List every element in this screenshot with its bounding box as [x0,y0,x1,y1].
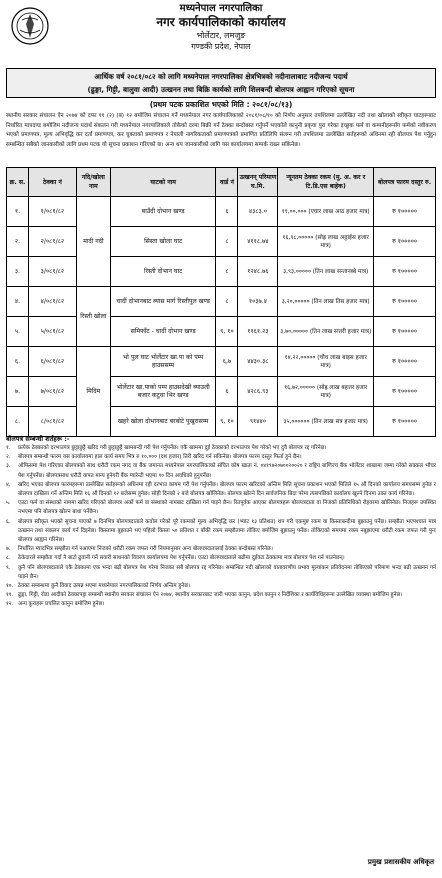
table-row [7,227,436,257]
condition-item [6,582,436,591]
cell-volume: ११६१.२३ [238,317,278,347]
cell-contract: १/०८१/८२ [28,197,76,227]
office-location: भोर्लेटार, लमजुङ [196,31,246,40]
condition-number: ३. [6,463,11,470]
cell-contract: ८/०८१/८२ [28,407,76,437]
cell-ghat: रिस्ती दोभान घाट [110,257,216,287]
condition-number: १२. [6,601,14,608]
cell-contract: ४/०८१/८२ [28,287,76,317]
col-header-ghat: घाटको नाम [110,168,216,197]
cell-fee: रु १००००० [374,317,436,347]
table-row [7,257,436,287]
condition-number: ४. [6,481,11,488]
tender-table [6,167,436,437]
condition-text: ठेक्का सम्बन्धमा कुनै विवाद उत्पन्न भएमा मध्यनेपाल नगरपालिकाको निर्णय अन्तिम हुनेछ। [18,583,191,590]
table-row [7,197,436,227]
cell-ward: ६ [216,197,238,227]
cell-ward: ८ [216,287,238,317]
condition-item [6,499,436,517]
cell-amount: ३,९३,००००० (तिन लाख सन्तानब्बे मात्र) [278,257,374,287]
cell-contract: ७/०८१/८२ [28,377,76,407]
condition-text: बोलपत्र स्वीकृत भएको सूचना पाएको ७ दिनभित्र बोलपत्रदाताले कवोल गरेको पूरै रकमको मूल्य अभिवृद्धि कर (भ्याट १३ प्रतिशत) थप गरी एकमुष्ट रकम वा किस्ताबन्दीमा बुझाउनु पर्नेछ। सम्झौता भएपश्चात मात्र उत्खनन तथा संकलन कार्य गर्न दिइनेछ। किस्तामा बुझाउने भए पहिलो किस्ता ५० प्रतिशत र बाँकी रकम सम्झौतामा तोकिए बमोजिम बुझाउनु पर्नेछ। तोकिएको समयमा रकम नबुझाएमा धरौटी रकम जफत गरी पुनः बोलपत्र आह्वान गरिनेछ। [18,518,436,544]
condition-number: ११. [6,592,14,599]
condition-item [6,453,436,462]
condition-item [6,554,436,563]
cell-fee: रु १००००० [374,377,436,407]
cell-contract: ६/०८१/८२ [28,347,76,377]
cell-sn: ८. [7,407,29,437]
cell-contract: ५/०८१/८२ [28,317,76,347]
condition-text: बोलपत्र सम्बन्धी फारम यस कार्यालयमा हाल कार्य समय भित्र रु १०,००० (दश हजार) तिरी खरिद गर्न सकिनेछ। बोलपत्र फारम दस्तुर फिर्ता हुने छैन। [18,454,302,461]
condition-number: ७. [6,546,11,553]
cell-sn: ६. [7,347,29,377]
condition-item [6,462,436,480]
condition-text: एउटा फर्म वा संस्थाको नाममा खरिद गरिएको बोलपत्र अर्को फर्म वा संस्थाको नामबाट दाखिला गर्न पाइने छैन। रितपूर्वक आएका बोलपत्रहरू बोलपत्रदाता वा निजको प्रतिनिधिको रोहवरमा खोलिनेछ। निजहरू उपस्थित नभएमा पनि बोलपत्र खोल्न बाधा पर्नेछैन। [18,500,436,516]
office-province: गण्डकी प्रदेश, नेपाल [191,42,251,51]
cell-fee: रु १००००० [374,407,436,437]
cell-sn: ७. [7,377,29,407]
condition-item [6,545,436,554]
table-row [7,317,436,347]
cell-amount: १६,७२,००००० (सोह्र लाख बहत्तर हजार मात्र) [278,377,374,407]
condition-item [6,591,436,600]
cell-amount: ३५,०००००० (तिन लाख सत्र हजार मात्र) [278,407,374,437]
condition-number: १०. [6,583,14,590]
cell-amount: १४,२२,००००० (चौध लाख बाइस हजार मात्र) [278,347,374,377]
cell-sn: २. [7,227,29,257]
col-header-river: नदि/खोला नाम [76,168,110,197]
col-header-fee: बोलपत्र फारम दस्तुर रु. [374,168,436,197]
intro-paragraph: स्थानीय सरकार संचालन ऐन २०७४ को दफा ११ (२) (ब) १२ बमोजिम संचालन गर्ने मध्यनेपाल नगर कार्यपालिकाको २०८१/०८/१० को निर्णय अनुसार तपशिलमा उल्लेखित नदी तथा खोलाको स्वीकृत घाटहरूबाट निर्धारित मापदण्ड बमोजिम नदीजन्य पदार्थ संकलन गरी मध्यनेपाल नगरपालिकाले तोकेको दरमा बिक्री गर्ने ठेक्का बन्दोबस्त गर्नुपर्ने भएकोले कानुनी प्रकृया पुरा गरेका इच्छुक फर्म वा कम्पनीहरूसँग फर्मको नवीकरण भएको प्रमाणपत्र, मूल्य अभिवृद्धि कर दर्ता प्रमाणपत्र, कर चुक्ताको प्रमाणपत्र र नेपाली नागरिकताको प्रमाणपत्रको प्रमाणित प्रतिलिपि संलग्न गरी तपशिलमा उल्लेखित सर्तहरूको अधिनमा रही बोलपत्र पेश गर्नुहुन सम्बन्धित सबैको जानकारीको लागि प्रथम पटक यो सूचना प्रकाशन गरिएको छ। अन्य थप जानकारीको लागि यस कार्यालयमा सम्पर्क राख्न सकिनेछ। [6,113,436,148]
cell-amount: १६,९८,००००० (सोह्र लाख अठ्ठाईस हजार मात्र) [278,227,374,257]
nepal-emblem-icon [10,6,50,46]
cell-ward: ९, १० [216,407,238,437]
conditions-list [6,444,436,610]
cell-amount: ३,७०,००००० (तिन लाख सत्तरी हजार मात्र) [278,317,374,347]
cell-river-group: रिस्ती खोला [76,287,110,347]
condition-item [6,444,436,453]
condition-number: १. [6,445,11,451]
cell-sn: ४. [7,287,29,317]
condition-text: खरिद भएका बोलपत्र फारमहरूमा उल्लेखित सर्तहरूको अधिनमा रही दरभाउ कायम गरी पेश गर्नुपर्नेछ। बोलपत्र फारम खरिदको अन्तिम मिति सूचना प्रकाशन भएको मितिले १५ औं दिनको कार्यालय समयसम्म हुनेछ र बोलपत्र दाखिला गर्ने अन्तिम मिति १६ औं दिनको १२ बजेसम्म हुनेछ। सोही दिनको २ बजे बोलपत्र खोलिनेछ। बोलपत्र खोल्ने दिन सार्वजनिक बिदा परेमा त्यसपछिको कार्यालय खुल्ने दिनमा उक्त कार्य गरिनेछ। [18,481,436,498]
cell-volume: ४४३०.३८ [238,347,278,377]
cell-ward: ८ [216,257,238,287]
cell-ghat: भोर्लेटार खा.पाको पम्प हाउसदेखी ब्याउली बजार कटुवा भिर खण्ड [110,377,216,407]
cell-fee: रु १००००० [374,197,436,227]
cell-volume: १०३७.४ [238,287,278,317]
cell-fee: रु १००००० [374,287,436,317]
cell-ghat: चादीं दोभानबाट ब्यास मार्ग रिस्तीपुल खण्ड [110,287,216,317]
cell-sn: ३. [7,257,29,287]
conditions-heading: बोलपत्र सम्बन्धी शर्तहरू :- [6,435,70,443]
cell-sn: १. [7,197,29,227]
cell-fee: रु १००००० [374,257,436,287]
office-header [4,2,438,68]
condition-text: प्रत्येक ठेक्काको दरभाउपत्र छुट्टाछुट्टै खरिद गरी छुट्टाछुट्टै खामबन्दी गरी पेश गर्नुपर्नेछ। एकै खाममा दुई ठेक्काको दरभाउपत्र पेश गरेको भए दुवै बोलपत्र रद्द गरिनेछ। [18,445,327,451]
cell-ghat: सिस्ता खोला घाट [110,227,216,257]
condition-text: कुनै पनि बोलपत्रदाताले एकै ठेक्कामा एक भन्दा बढी बोलपत्र पेश गरेमा निजका सबै बोलपत्र रद्द गरिनेछ। सम्बन्धित नदी खोलाको वातावरणीय प्रभाव मूल्यांकन प्रतिवेदनमा तोकिएको परिमाण भन्दा बढी उत्खनन गर्न पाइने छैन। [18,564,436,580]
col-header-ward: वार्ड नं [216,168,238,197]
col-header-contract: ठेक्का नं [28,168,76,197]
table-row [7,407,436,437]
condition-number: ९. [6,564,11,571]
table-row [7,377,436,407]
condition-text: निर्धारित म्यादभित्र सम्झौता गर्न नआएमा निजको धरौटी रकम जफत गरी नियमानुसार अन्य बोलपत्रदातालाई ठेक्का बन्दोबस्त गरिनेछ। [18,546,273,553]
cell-ward: ८ [216,227,238,257]
cell-ghat: बाउँदी दोभान खण्ड [110,197,216,227]
cell-volume: ९१४४० [238,407,278,437]
cell-contract: ३/०८१/८२ [28,257,76,287]
cell-volume: ४३८३.० [238,197,278,227]
notice-title [6,68,436,98]
condition-number: ८. [6,555,11,562]
condition-number: २. [6,454,11,461]
cell-fee: रु १००००० [374,227,436,257]
cell-ward: ९, १० [216,317,238,347]
condition-text: ओफिसमा पेश गरिएका बोलपत्रको साथ धरौटी रकम नगद वा बैंक जमानत मध्यनेपाल नगरपालिकाको संचित कोष खाता नं. ०४१९७२०७००२००२० र राष्ट्रिय बाणिज्य बैंक भोर्लेटार शाखामा जम्मा गरेको सक्कल भौचर पेश गर्नुपर्नेछ। बोलपत्रसाथ धरौटी वापत मान्य हुनेगरी बैंक ग्यारेन्टी भएमा ९० दिन अवधिको हुनुपर्नेछ। [18,463,436,479]
cell-ward: ६,७ [216,347,238,377]
cell-volume: १२४८.७६ [238,257,278,287]
notice-title-line1: आर्थिक वर्ष २०८१/०८२ को लागि मध्यनेपाल नगरपालिका क्षेत्रभित्रको नदीनालाबाट नदीजन्य पदार्थ [94,72,348,81]
condition-number: ५. [6,500,11,507]
condition-number: ६. [6,518,11,525]
cell-ghat: खहरे खोला दोभानबाट बरबोटे पुखुरासम्म [110,407,216,437]
office-name: नगर कार्यपालिकाको कार्यालय [156,15,286,29]
cell-ward: ६ [216,377,238,407]
cell-river-group: मादी नदी [76,197,110,287]
cell-volume: ४११८.७४ [238,227,278,257]
condition-text: ढुङ्गा, गिट्टी, रोडा आदीको ठेक्कापट्टा सम्बन्धी स्थानीय सरकार संचालन ऐन २०७४, स्थानीय सरकारबाट जारी भएका कानुन, प्रदेश कानुन र निर्देशिका र कार्यविधिहरूमा उल्लेखित व्यवस्था बमोजिम हुनेछ। [18,592,403,599]
cell-amount: ३,२०,००००० (तिन लाख तिस हजार मात्र) [278,287,374,317]
condition-item [6,518,436,546]
cell-amount: ११,००,००० (एघार लाख आठ हजार मात्र) [278,197,374,227]
cell-sn: ५. [7,317,29,347]
notice-page [4,2,438,874]
col-header-sn: क्र. स. [7,168,29,197]
col-header-amount: न्यूनतम ठेक्का रकम (मु. अ. कर र टि.डि.एस बाहेक) [278,168,374,197]
table-row [7,347,436,377]
condition-text: अन्य कुराहरू प्रचलित कानुन बमोजिम हुनेछ। [18,601,105,608]
condition-item [6,481,436,499]
table-row [7,287,436,317]
condition-text: ठेकेदारले सम्झौता गर्दा नै बाटो ढुवानी गर्ने सवारी साधनको विवरण कार्यालयमा पेश गर्नुपर्नेछ। एउटा बोलपत्रदाताले बढीमा दुईवटा ठेक्कामा मात्र बोलपत्र पेश गर्न पाउनेछन्। [18,555,345,562]
signature-title: प्रमुख प्रशासकीय अधिकृत [367,858,434,866]
condition-item [6,600,436,609]
cell-ghat: समिफाँट - चादीं दोभान खण्ड [110,317,216,347]
cell-river-group: मिदिम [76,347,110,437]
cell-ghat: भो पुल घाट भोर्लेटार खा.पा को पम्प हाउससम्म [110,347,216,377]
notice-title-line2: (ढुङ्गा, गिट्टी, बालुवा आदी) उत्खनन तथा बिक्रि कार्यको लागि शिलबन्दी बोलपत्र आह्वान गरिएको सूचना [87,85,355,94]
cell-contract: २/०८१/८२ [28,227,76,257]
cell-volume: ४२८६.९३ [238,377,278,407]
cell-fee: रु १००००० [374,347,436,377]
table-header-row [7,168,436,197]
published-date: (प्रथम पटक प्रकाशित भएको मिति : २०८१/०८/१३) [149,100,293,109]
col-header-volume: उत्खनन् परिमाण घ.मि. [238,168,278,197]
municipality-name: मध्यनेपाल नगरपालिका [179,3,263,14]
condition-item [6,564,436,582]
